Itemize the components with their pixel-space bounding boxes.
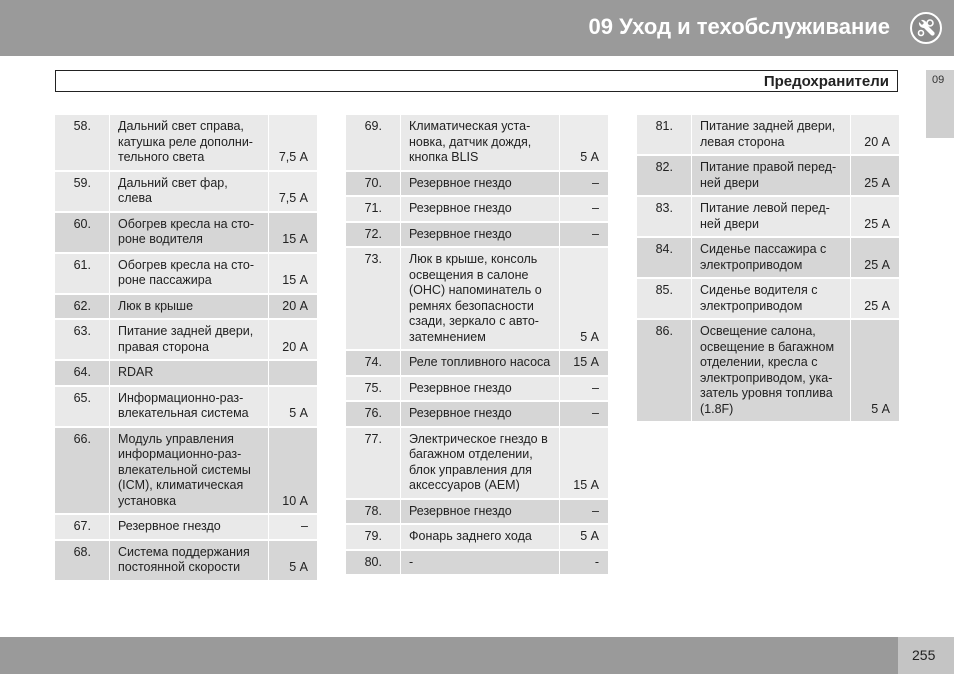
fuse-row bbox=[346, 172, 608, 198]
fuse-description: Реле топливного насоса bbox=[400, 351, 560, 377]
fuse-description: Система поддержания постоянной скорости bbox=[109, 541, 269, 582]
fuse-row bbox=[637, 279, 899, 320]
fuse-rating: 5 А bbox=[269, 387, 317, 428]
fuse-number: 68. bbox=[55, 541, 109, 582]
fuse-row bbox=[55, 428, 317, 516]
fuse-description: Резервное гнездо bbox=[400, 172, 560, 198]
fuse-description: Резервное гнездо bbox=[400, 402, 560, 428]
fuse-rating: 20 А bbox=[269, 320, 317, 361]
fuse-rating: 10 А bbox=[269, 428, 317, 516]
fuse-row bbox=[346, 351, 608, 377]
fuse-number: 82. bbox=[637, 156, 691, 197]
fuse-number: 70. bbox=[346, 172, 400, 198]
fuse-description: Люк в крыше, консоль освещения в салоне (OHC) напоминатель о ремнях безопасности сзади, зеркало с авто-затемнением bbox=[400, 248, 560, 351]
fuse-rating: 5 А bbox=[851, 320, 899, 423]
page-number: 255 bbox=[912, 647, 936, 663]
fuse-rating: 25 А bbox=[851, 279, 899, 320]
fuse-rating: – bbox=[560, 402, 608, 428]
fuse-number: 72. bbox=[346, 223, 400, 249]
fuse-number: 64. bbox=[55, 361, 109, 387]
fuse-row bbox=[55, 254, 317, 295]
fuse-description: Питание правой перед-ней двери bbox=[691, 156, 851, 197]
fuse-rating: 25 А bbox=[851, 238, 899, 279]
fuse-row bbox=[346, 197, 608, 223]
fuse-description: Питание левой перед-ней двери bbox=[691, 197, 851, 238]
fuse-rating: – bbox=[560, 500, 608, 526]
fuse-rating: - bbox=[560, 551, 608, 577]
fuse-description: Резервное гнездо bbox=[400, 223, 560, 249]
page-number-box bbox=[898, 637, 954, 674]
fuse-rating: 25 А bbox=[851, 156, 899, 197]
fuse-description: Люк в крыше bbox=[109, 295, 269, 321]
fuse-row bbox=[346, 402, 608, 428]
fuse-description: Электрическое гнездо в багажном отделении, блок управления для аксессуаров (AEM) bbox=[400, 428, 560, 500]
fuse-number: 83. bbox=[637, 197, 691, 238]
fuse-description: Климатическая уста-новка, датчик дождя, кнопка BLIS bbox=[400, 115, 560, 172]
fuse-row bbox=[55, 515, 317, 541]
fuse-rating: 7,5 А bbox=[269, 115, 317, 172]
fuse-number: 67. bbox=[55, 515, 109, 541]
fuse-number: 80. bbox=[346, 551, 400, 577]
fuse-table-3 bbox=[637, 115, 899, 423]
fuse-rating: – bbox=[269, 515, 317, 541]
fuse-row bbox=[55, 361, 317, 387]
fuse-number: 66. bbox=[55, 428, 109, 516]
fuse-number: 58. bbox=[55, 115, 109, 172]
fuse-rating: 20 А bbox=[851, 115, 899, 156]
fuse-number: 65. bbox=[55, 387, 109, 428]
section-header bbox=[55, 70, 898, 92]
fuse-rating: – bbox=[560, 197, 608, 223]
header-bar bbox=[0, 0, 954, 56]
fuse-row bbox=[346, 115, 608, 172]
fuse-rating: 20 А bbox=[269, 295, 317, 321]
fuse-row bbox=[346, 525, 608, 551]
fuse-number: 62. bbox=[55, 295, 109, 321]
fuse-row bbox=[346, 428, 608, 500]
fuse-number: 63. bbox=[55, 320, 109, 361]
fuse-row bbox=[55, 320, 317, 361]
chapter-title: 09 Уход и техобслуживание bbox=[588, 14, 890, 39]
fuse-row bbox=[346, 248, 608, 351]
fuse-rating: – bbox=[560, 172, 608, 198]
fuse-number: 60. bbox=[55, 213, 109, 254]
fuse-rating: 15 А bbox=[560, 351, 608, 377]
fuse-description: - bbox=[400, 551, 560, 577]
fuse-description: Информационно-раз-влекательная система bbox=[109, 387, 269, 428]
fuse-rating: 15 А bbox=[560, 428, 608, 500]
fuse-number: 84. bbox=[637, 238, 691, 279]
fuse-row bbox=[346, 223, 608, 249]
fuse-number: 71. bbox=[346, 197, 400, 223]
fuse-rating bbox=[269, 361, 317, 387]
fuse-rating: 5 А bbox=[560, 115, 608, 172]
fuse-row bbox=[346, 500, 608, 526]
fuse-number: 78. bbox=[346, 500, 400, 526]
fuse-description: Резервное гнездо bbox=[400, 197, 560, 223]
fuse-rating: 5 А bbox=[560, 525, 608, 551]
fuse-description: Резервное гнездо bbox=[109, 515, 269, 541]
fuse-row bbox=[637, 320, 899, 423]
fuse-number: 81. bbox=[637, 115, 691, 156]
section-title: Предохранители bbox=[763, 73, 889, 90]
fuse-rating: 5 А bbox=[269, 541, 317, 582]
fuse-number: 69. bbox=[346, 115, 400, 172]
fuse-row bbox=[346, 551, 608, 577]
fuse-row bbox=[55, 387, 317, 428]
fuse-row bbox=[55, 541, 317, 582]
fuse-number: 76. bbox=[346, 402, 400, 428]
fuse-description: Сиденье водителя с электроприводом bbox=[691, 279, 851, 320]
fuse-row bbox=[346, 377, 608, 403]
fuse-row bbox=[637, 156, 899, 197]
fuse-description: Сиденье пассажира с электроприводом bbox=[691, 238, 851, 279]
fuse-rating: 15 А bbox=[269, 213, 317, 254]
fuse-number: 75. bbox=[346, 377, 400, 403]
fuse-number: 85. bbox=[637, 279, 691, 320]
fuse-description: Питание задней двери, левая сторона bbox=[691, 115, 851, 156]
fuse-description: Резервное гнездо bbox=[400, 377, 560, 403]
fuse-number: 77. bbox=[346, 428, 400, 500]
fuse-rating: 5 А bbox=[560, 248, 608, 351]
chapter-tab-label: 09 bbox=[932, 74, 945, 86]
fuse-description: Питание задней двери, правая сторона bbox=[109, 320, 269, 361]
fuse-rating: 15 А bbox=[269, 254, 317, 295]
fuse-number: 86. bbox=[637, 320, 691, 423]
wrench-gear-icon bbox=[910, 12, 942, 44]
fuse-table-2 bbox=[346, 115, 608, 576]
fuse-description: RDAR bbox=[109, 361, 269, 387]
footer-bar bbox=[0, 637, 898, 674]
fuse-description: Освещение салона, освещение в багажном отделении, кресла с электроприводом, ука-затель уровня топлива (1.8F) bbox=[691, 320, 851, 423]
fuse-description: Обогрев кресла на сто-роне водителя bbox=[109, 213, 269, 254]
fuse-row bbox=[637, 115, 899, 156]
fuse-description: Модуль управления информационно-раз-влекательной системы (ICM), климатическая установка bbox=[109, 428, 269, 516]
fuse-row bbox=[55, 172, 317, 213]
fuse-description: Дальний свет справа, катушка реле дополни-тельного света bbox=[109, 115, 269, 172]
fuse-row bbox=[55, 295, 317, 321]
fuse-table-1 bbox=[55, 115, 317, 582]
fuse-number: 61. bbox=[55, 254, 109, 295]
chapter-side-tab bbox=[926, 70, 954, 138]
fuse-description: Дальний свет фар, слева bbox=[109, 172, 269, 213]
fuse-number: 79. bbox=[346, 525, 400, 551]
fuse-rating: 25 А bbox=[851, 197, 899, 238]
fuse-rating: 7,5 А bbox=[269, 172, 317, 213]
fuse-description: Обогрев кресла на сто-роне пассажира bbox=[109, 254, 269, 295]
fuse-row bbox=[637, 238, 899, 279]
fuse-number: 74. bbox=[346, 351, 400, 377]
fuse-number: 73. bbox=[346, 248, 400, 351]
fuse-description: Фонарь заднего хода bbox=[400, 525, 560, 551]
fuse-description: Резервное гнездо bbox=[400, 500, 560, 526]
fuse-number: 59. bbox=[55, 172, 109, 213]
fuse-rating: – bbox=[560, 377, 608, 403]
fuse-row bbox=[55, 115, 317, 172]
fuse-rating: – bbox=[560, 223, 608, 249]
fuse-row bbox=[55, 213, 317, 254]
fuse-row bbox=[637, 197, 899, 238]
